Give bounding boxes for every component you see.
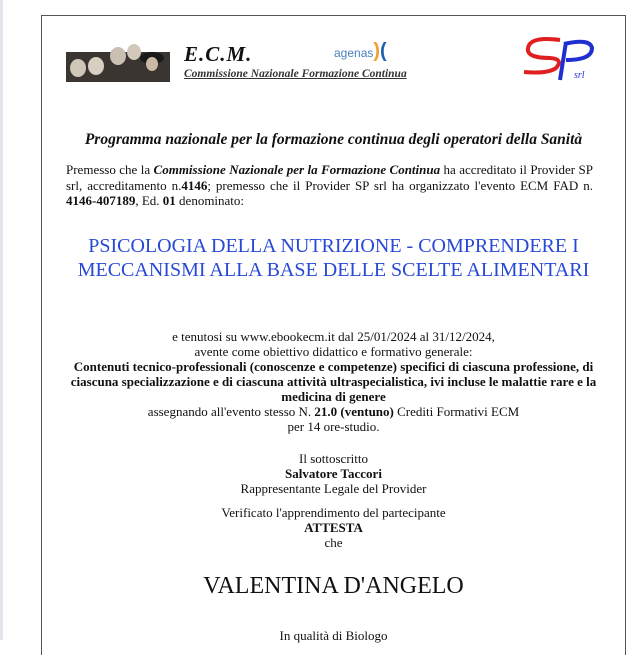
objective-intro: avente come obiettivo didattico e formativo generale: bbox=[194, 344, 473, 359]
attestation-block bbox=[42, 505, 625, 550]
programme-title: Programma nazionale per la formazione continua degli operatori della Sanità bbox=[84, 131, 583, 148]
agenas-text: agenas bbox=[334, 46, 374, 60]
signatory-intro: Il sottoscritto bbox=[299, 451, 368, 466]
text: assegnando all'evento stesso N. bbox=[147, 404, 315, 419]
event-title-text: PSICOLOGIA DELLA NUTRIZIONE - COMPRENDERE I MECCANISMI ALLA BASE DELLE SCELTE ALIMENTARI bbox=[77, 235, 590, 281]
qualification: In qualità di Biologo bbox=[279, 628, 388, 643]
study-hours: per 14 ore-studio. bbox=[287, 419, 380, 434]
commission-name: Commissione Nazionale per la Formazione Continua bbox=[153, 162, 441, 177]
premesso-paragraph bbox=[66, 162, 593, 209]
text: denominato: bbox=[175, 193, 245, 208]
credits-line bbox=[42, 404, 625, 419]
che-text: che bbox=[324, 535, 343, 550]
edition-number: 01 bbox=[162, 193, 176, 208]
participant-name: VALENTINA D'ANGELO bbox=[203, 573, 464, 599]
accreditation-number: 4146 bbox=[181, 177, 208, 193]
sp-srl-logo bbox=[520, 34, 600, 84]
certificate-page bbox=[41, 15, 626, 655]
credits-value: 21.0 (ventuno) bbox=[314, 404, 394, 419]
ecm-subtitle: Commissione Nazionale Formazione Continua bbox=[184, 68, 407, 80]
objective-text: Contenuti tecnico-professionali (conoscenze e competenze) specifici di ciascuna professione, di ciascuna specializzazione e di ciascuna attività ultraspecialistica, ivi incluse le malattie rare e la medicina di genere bbox=[70, 359, 597, 404]
event-number: 4146-407189 bbox=[66, 193, 136, 208]
text: Premesso che la bbox=[66, 162, 154, 177]
signatory-name: Salvatore Taccori bbox=[285, 466, 382, 481]
ecm-painting-logo bbox=[66, 42, 170, 82]
text: , Ed. bbox=[135, 193, 163, 208]
svg-text:srl: srl bbox=[574, 70, 585, 81]
event-dates: e tenutosi su www.ebookecm.it dal 25/01/2024 al 31/12/2024, bbox=[172, 329, 495, 344]
text: ; premesso che il Provider SP srl ha organizzato l'evento ECM FAD n. bbox=[207, 177, 593, 193]
event-details bbox=[42, 329, 625, 434]
event-title bbox=[42, 235, 625, 282]
attesta-text: ATTESTA bbox=[304, 520, 363, 535]
signatory-role: Rappresentante Legale del Provider bbox=[240, 481, 427, 496]
signatory-block bbox=[42, 451, 625, 496]
viewer-edge bbox=[0, 0, 3, 640]
ecm-logo-text: E.C.M. bbox=[184, 42, 253, 66]
text: ha accreditato il Provider SP srl, accreditamento n. bbox=[66, 162, 593, 193]
agenas-logo: agenas)( bbox=[334, 40, 387, 62]
text: Crediti Formativi ECM bbox=[393, 404, 520, 419]
verified-text: Verificato l'apprendimento del partecipante bbox=[221, 505, 446, 520]
